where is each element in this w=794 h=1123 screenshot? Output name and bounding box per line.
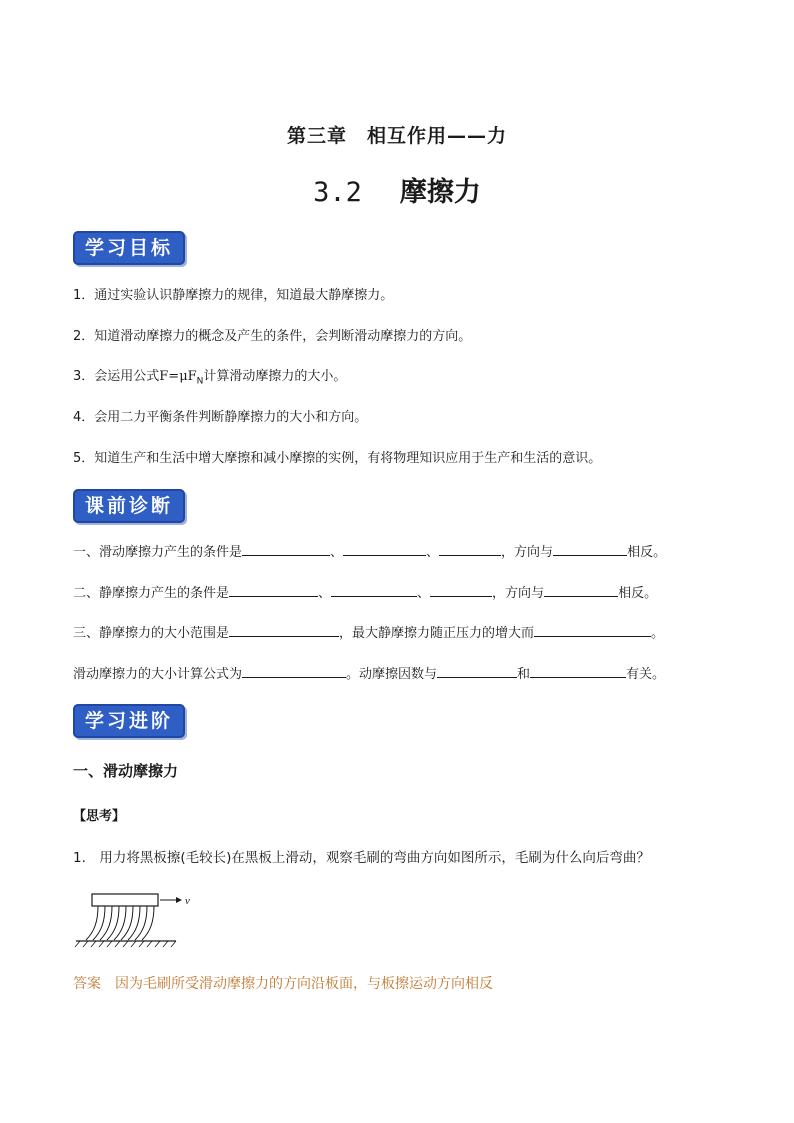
think-label: 【思考】 xyxy=(73,809,126,824)
eraser-figure xyxy=(72,888,202,950)
q4-text: 滑动摩擦力的大小计算公式为 xyxy=(73,667,243,682)
q2-text: 二、静摩擦力产生的条件是 xyxy=(73,586,230,601)
objective-1: 1．通过实验认识静摩擦力的规律，知道最大静摩擦力。 xyxy=(73,288,394,303)
diagnosis-q1 xyxy=(73,542,666,562)
q3-text-c: 。 xyxy=(651,626,665,641)
diagnosis-q2 xyxy=(73,583,657,603)
objective-3-prefix: 3．会运用公式 xyxy=(73,369,160,384)
formula-subscript: N xyxy=(196,376,204,387)
q2-text-b: ，方向与 xyxy=(492,586,545,601)
fill-blank[interactable] xyxy=(544,583,618,597)
advance-badge: 学习进阶 xyxy=(73,704,185,738)
fill-blank[interactable] xyxy=(242,664,346,678)
fill-blank[interactable] xyxy=(439,542,501,556)
q1-text: 一、滑动摩擦力产生的条件是 xyxy=(73,545,243,560)
q4-text-d: 有关。 xyxy=(626,667,666,682)
lesson-heading xyxy=(0,170,794,209)
objective-4: 4．会用二力平衡条件判断静摩擦力的大小和方向。 xyxy=(73,410,368,425)
q1-text-c: 相反。 xyxy=(627,545,667,560)
separator: 、 xyxy=(330,545,344,560)
fill-blank[interactable] xyxy=(229,623,339,637)
question-1: 1. 用力将黑板擦(毛较长)在黑板上滑动，观察毛刷的弯曲方向如图所示，毛刷为什么向后弯曲？ xyxy=(73,850,650,866)
lesson-number: 3.2 xyxy=(313,177,362,208)
formula: F=μF xyxy=(159,369,197,384)
separator: 、 xyxy=(417,586,431,601)
arrow-head-icon xyxy=(176,897,182,903)
velocity-label: v xyxy=(185,895,190,907)
separator: 、 xyxy=(426,545,440,560)
q1-text-b: ，方向与 xyxy=(501,545,554,560)
eraser-block xyxy=(92,894,158,906)
objective-3-suffix: 计算滑动摩擦力的大小。 xyxy=(203,369,347,384)
fill-blank[interactable] xyxy=(242,542,330,556)
objectives-badge: 学习目标 xyxy=(73,231,185,265)
diagnosis-badge: 课前诊断 xyxy=(73,489,185,523)
q3-text: 三、静摩擦力的大小范围是 xyxy=(73,626,230,641)
objective-2: 2．知道滑动摩擦力的概念及产生的条件，会判断滑动摩擦力的方向。 xyxy=(73,329,472,344)
fill-blank[interactable] xyxy=(343,542,426,556)
diagnosis-q3 xyxy=(73,623,664,643)
fill-blank[interactable] xyxy=(437,664,517,678)
fill-blank[interactable] xyxy=(530,664,626,678)
bristles xyxy=(86,906,154,940)
section-title: 一、滑动摩擦力 xyxy=(73,762,179,780)
q3-text-b: ，最大静摩擦力随正压力的增大而 xyxy=(339,626,535,641)
fill-blank[interactable] xyxy=(229,583,318,597)
answer-text: 因为毛刷所受滑动摩擦力的方向沿板面，与板擦运动方向相反 xyxy=(115,976,493,992)
q4-text-b: 。动摩擦因数与 xyxy=(346,667,438,682)
chapter-title: 第三章 相互作用——力 xyxy=(286,125,507,147)
diagnosis-q4 xyxy=(73,664,665,684)
objective-5: 5．知道生产和生活中增大摩擦和减小摩擦的实例，有将物理知识应用于生产和生活的意识。 xyxy=(73,451,602,466)
fill-blank[interactable] xyxy=(534,623,651,637)
fill-blank[interactable] xyxy=(553,542,627,556)
fill-blank[interactable] xyxy=(331,583,417,597)
board-hatching xyxy=(75,941,176,947)
q4-text-c: 和 xyxy=(517,667,531,682)
lesson-title: 摩擦力 xyxy=(399,177,481,208)
answer xyxy=(73,973,493,993)
answer-label: 答案 xyxy=(73,976,101,992)
q2-text-c: 相反。 xyxy=(618,586,658,601)
separator: 、 xyxy=(318,586,332,601)
fill-blank[interactable] xyxy=(430,583,492,597)
objective-3 xyxy=(73,368,346,391)
